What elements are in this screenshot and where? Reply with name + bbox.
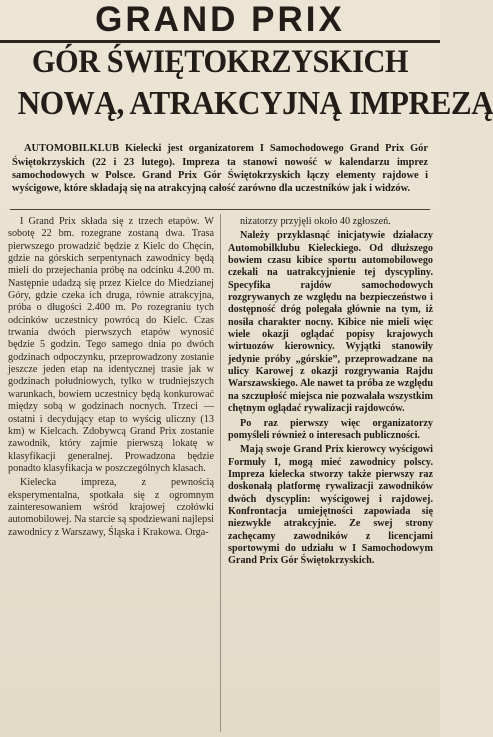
article-column-right bbox=[228, 216, 433, 568]
headline-line-2: GÓR ŚWIĘTOKRZYSKICH bbox=[31, 44, 409, 80]
article-paragraph: nizatorzy przyjęli około 40 zgłoszeń. bbox=[240, 216, 391, 227]
article-paragraph: I Grand Prix składa się z trzech etapów. W sobotę 22 bm. rozegrane zostaną dwa. Trasa pierwszego prowadzić będzie z Kielc do Chęcin, gdzie na górskich serpentynach zawodnicy będą mieli do przejechania próbę na odcinku 4.200 m. Następnie udadzą się przez Kielce do Miedzianej Góry, gdzie czeka ich druga, równie atrakcyjna, próba o długości 2.400 m. Po rozegraniu tych odcinków uczestnicy powrócą do Kielc. Czas trwania dwóch pierwszych etapów wynosić będzie 5 godzin. Tego samego dnia po dwóch godzinach odpoczynku, przeprowadzony zostanie jeszcze jeden etap na identycznej trasie jak w godzinach południowych, tylko w trudniejszych warunkach, bowiem uczestnicy będą konkurować między sobą w godzinach nocnych. Trzeci — ostatni i decydujący etap to wyścig uliczny (13 km) w Kielcach. Zdobywcą Grand Prix zostanie zawodnik, który zajmie pierwszą lokatę w klasyfikacji generalnej. Prowadzona będzie ponadto klasyfikacja w poszczególnych klasach. bbox=[8, 216, 214, 474]
article-paragraph: Po raz pierwszy więc organizatorzy pomyśleli również o interesach publiczności. bbox=[228, 417, 433, 441]
lead-paragraph: AUTOMOBILKLUB Kielecki jest organizatorem I Samochodowego Grand Prix Gór Świętokrzyskich (22 i 23 lutego). Impreza ta stanowi nowość w kalendarzu imprez samochodowych w Polsce. Grand Prix Gór Świętokrzyskich łączy elementy rajdowe i wyścigowe, które składają się na atrakcyjną całość zarówno dla uczestników jak i widzów. bbox=[12, 143, 428, 195]
article-paragraph: Należy przyklasnąć inicjatywie działaczy Automobilklubu Kieleckiego. Od dłuższego bowiem czasu kibice sportu automobilowego czekali na uatrakcyjnienie tej dyscypliny. Specyfika rajdów samochodowych rozgrywanych ze względu na bezpieczeństwo i dostępność dróg polegała głównie na tym, iż nosiła charakter nocny. Kibice nie mieli więc wiele okazji oglądać popisy krajowych wirtuozów kierownicy. Wyjątki stanowiły jedynie próby „górskie”, przeprowadzane na ulicy Karowej z okazji rozgrywania Rajdu Warszawskiego. Ale nawet ta próba ze względu na szczupłość miejsca nie pozwalała wszystkim chętnym oglądać rywalizacji rajdowców. bbox=[228, 230, 433, 415]
headline-line-1: GRAND PRIX bbox=[0, 0, 440, 43]
column-divider bbox=[220, 214, 221, 732]
article-column-left bbox=[8, 216, 214, 539]
article-paragraph: Mają swoje Grand Prix kierowcy wyścigowi Formuły I, mogą mieć zawodnicy polscy. Impreza kielecka stworzy także pierwszy raz doskonałą platformę rywalizacji zawodników dwóch dyscyplin: wyścigowej i rajdowej. Konfrontacja umiejętności zapowiada się niezwykle atrakcyjnie. Ze swej strony zachęcamy zawodników z licencjami sportowymi do udziału w I Samochodowym Grand Prix Gór Świętokrzyskich. bbox=[228, 444, 433, 567]
headline-line-3: NOWĄ, ATRAKCYJNĄ IMPREZĄ bbox=[17, 85, 493, 122]
article-paragraph: Kielecka impreza, z pewnością eksperymentalna, spotkała się z ogromnym zainteresowaniem wśród krajowej czołówki automobilowej. Na starcie są spodziewani najlepsi zawodnicy z Warszawy, Śląska i Krakowa. Orga- bbox=[8, 477, 214, 538]
lead-separator-rule bbox=[10, 209, 430, 210]
